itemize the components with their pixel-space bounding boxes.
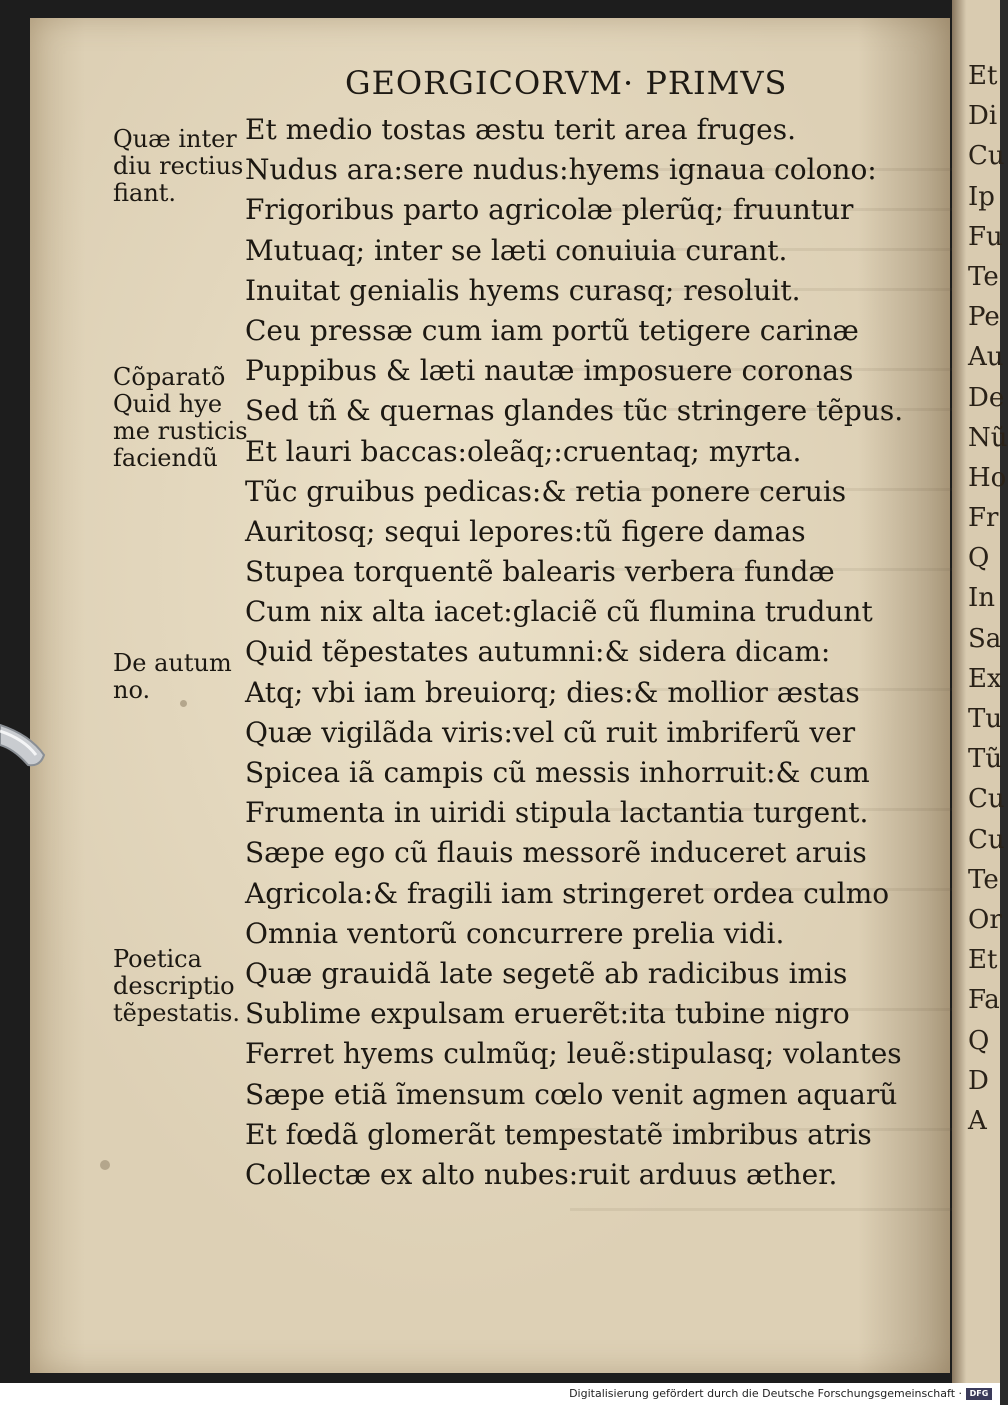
- verse-line: Sublime expulsam eruerẽt:ita tubine nigro: [245, 997, 850, 1031]
- margin-gloss: [113, 946, 240, 1027]
- facing-line: Et: [968, 945, 998, 976]
- gloss-line: tẽpestatis.: [113, 999, 240, 1027]
- verse-line: Cum nix alta iacet:glaciẽ cũ flumina trudunt: [245, 595, 873, 629]
- verse-line: Et lauri baccas:oleãq;:cruentaq; myrta.: [245, 434, 802, 468]
- facing-line: Pe: [968, 302, 1000, 333]
- facing-line: A: [968, 1105, 987, 1136]
- running-head: GEORGICORVM· PRIMVS: [345, 64, 788, 102]
- facing-line: Sa: [968, 623, 1002, 654]
- gloss-line: faciendũ: [113, 444, 218, 472]
- facing-line: Or: [968, 904, 1002, 935]
- verse-line: Auritosq; sequi lepores:tũ figere damas: [245, 514, 806, 548]
- verse-line: Quæ grauidã late segetẽ ab radicibus imis: [245, 956, 848, 990]
- binding-hole: [100, 1160, 110, 1170]
- verse-line: Agricola:& fragili iam stringeret ordea culmo: [245, 876, 890, 910]
- verse-line: Et medio tostas æstu terit area fruges.: [245, 113, 797, 146]
- facing-line: Ex: [968, 663, 1002, 694]
- verse-line: Collectæ ex alto nubes:ruit arduus æther.: [245, 1157, 838, 1191]
- gloss-line: Cõparatõ: [113, 363, 226, 391]
- verse-line: Quæ vigilãda viris:vel cũ ruit imbriferũ ver: [245, 715, 856, 749]
- facing-line: Et: [968, 61, 998, 91]
- facing-line: Tũ: [968, 744, 1003, 775]
- facing-line: Ho: [968, 462, 1007, 493]
- verse-line: Atq; vbi iam breuiorq; dies:& mollior æstas: [245, 675, 860, 709]
- gloss-line: descriptio: [113, 972, 235, 1000]
- facing-line: Fu: [968, 221, 1003, 252]
- verse-line: Nudus ara:sere nudus:hyems ignaua colono:: [245, 153, 877, 187]
- verse-line: Sæpe etiã ĩmensum cœlo venit agmen aquarũ: [245, 1077, 898, 1111]
- facing-page-edge: [952, 0, 1008, 1383]
- facing-line: Nũ: [968, 422, 1008, 453]
- gloss-line: me rusticis: [113, 417, 248, 445]
- facing-line: Q: [968, 1025, 990, 1056]
- verse-line: Spicea iã campis cũ messis inhorruit:& cum: [245, 756, 870, 789]
- verse-column: [245, 110, 903, 1195]
- facing-page-text: [968, 56, 1008, 1141]
- verse-line: Omnia ventorũ concurrere prelia vidi.: [245, 916, 785, 950]
- facing-line: Fr: [968, 503, 999, 534]
- funding-credit: Digitalisierung gefördert durch die Deutsche Forschungsgemeinschaft ·: [569, 1387, 962, 1400]
- facing-line: Cu: [968, 141, 1005, 172]
- verse-line: Stupea torquentẽ balearis verbera fundæ: [245, 555, 835, 589]
- verse-line: Puppibus & læti nautæ imposuere coronas: [245, 354, 854, 388]
- gloss-line: no.: [113, 676, 151, 704]
- facing-line: In: [968, 583, 996, 614]
- verse-line: Tũc gruibus pedicas:& retia ponere ceruis: [245, 474, 847, 508]
- gloss-line: Quæ inter: [113, 125, 237, 153]
- verse-line: Inuitat genialis hyems curasq; resoluit.: [245, 273, 801, 307]
- binding-hole: [180, 700, 187, 707]
- facing-line: Q: [968, 543, 990, 574]
- verse-line: Ferret hyems culmũq; leuẽ:stipulasq; volantes: [245, 1037, 902, 1071]
- facing-line: De: [968, 382, 1005, 413]
- verse-line: Frumenta in uiridi stipula lactantia turgent.: [245, 796, 869, 830]
- facing-line: Te: [968, 261, 999, 292]
- dfg-logo: DFG: [966, 1388, 992, 1400]
- verse-line: Et fœdã glomerãt tempestatẽ imbribus atris: [245, 1117, 872, 1151]
- facing-line: Au: [968, 342, 1004, 373]
- facing-line: Tu: [968, 704, 1003, 734]
- margin-gloss: [113, 126, 243, 207]
- facing-line: Fa: [968, 985, 1000, 1016]
- verse-line: Ceu pressæ cum iam portũ tetigere carinæ: [245, 313, 859, 347]
- gloss-line: Poetica: [113, 945, 202, 973]
- margin-gloss: [113, 364, 248, 472]
- verse-line: Frigoribus parto agricolæ plerũq; fruuntur: [245, 193, 854, 227]
- gloss-line: Quid hye: [113, 390, 223, 418]
- verse-line: Mutuaq; inter se læti conuiuia curant.: [245, 233, 788, 267]
- footer-bar: [0, 1383, 1000, 1405]
- verse-line: Sed tñ & quernas glandes tũc stringere tẽpus.: [245, 394, 904, 428]
- page-clip-icon: [0, 705, 48, 785]
- gloss-line: diu rectius: [113, 152, 244, 180]
- gloss-line: fiant.: [113, 179, 177, 207]
- facing-line: Cu: [968, 824, 1005, 855]
- facing-line: D: [968, 1065, 989, 1096]
- facing-line: Di: [968, 101, 998, 132]
- gloss-line: De autum: [113, 649, 232, 677]
- verse-line: Quid tẽpestates autumni:& sidera dicam:: [245, 635, 831, 669]
- margin-gloss: [113, 650, 232, 704]
- facing-line: Cu: [968, 784, 1005, 815]
- verse-line: Sæpe ego cũ flauis messorẽ induceret aruis: [245, 836, 867, 870]
- facing-line: Ip: [968, 181, 995, 212]
- facing-line: Te: [968, 864, 999, 895]
